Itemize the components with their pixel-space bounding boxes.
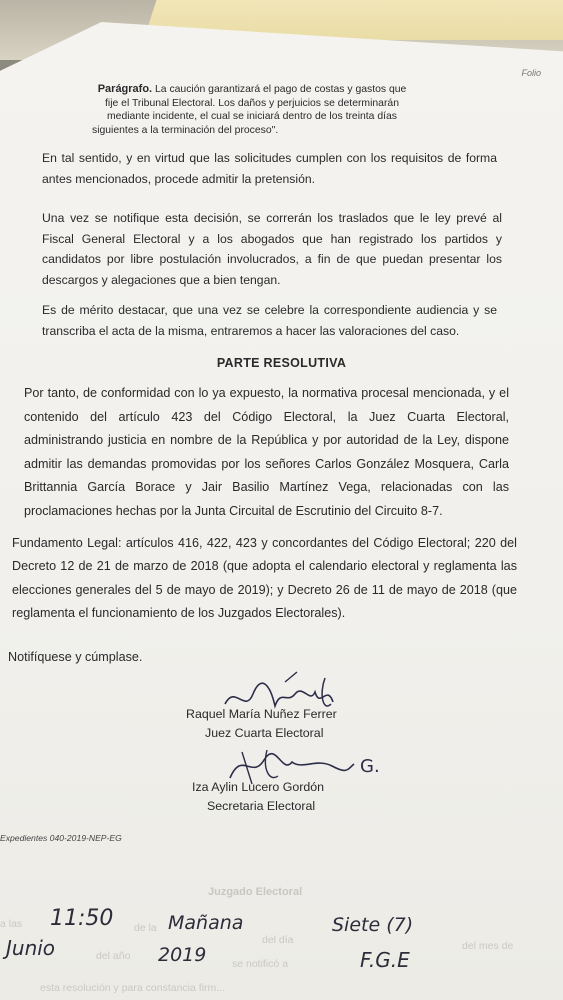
stamp-line-1-mid: de la [134, 922, 157, 934]
handwritten-month: Junio [6, 936, 56, 960]
judge-name: Raquel María Nuñez Ferrer [186, 707, 337, 721]
section-title: PARTE RESOLUTIVA [216, 356, 347, 370]
secretary-role: Secretaria Electoral [207, 799, 316, 813]
stamp-line-1-prefix: a las [0, 918, 23, 930]
handwritten-period: Mañana [168, 912, 244, 934]
svg-text:G.: G. [360, 756, 380, 777]
judge-role: Juez Cuarta Electoral [205, 726, 324, 740]
handwritten-day: Siete (7) [332, 914, 414, 936]
notify-line: Notifíquese y cúmplase. [8, 650, 143, 664]
stamp-title: Juzgado Electoral [208, 886, 303, 898]
stamp-line-2-post: se notificó a [232, 958, 289, 970]
paragraph-legal-basis: Fundamento Legal: artículos 416, 422, 423 y concordantes del Código Electoral; 220 del Decreto 12 de 21 de marzo de 2018 (que adopta el calendario electoral y reglamenta las elecciones generales del 5 de mayo de 2019); y Decreto 26 de 11 de mayo de 2018 (que reglamenta el funcionamiento de los Juzgados Electorales). [12, 536, 517, 621]
quote-text: La caución garantizará el pago de costas y gastos que fije el Tribunal Electoral. Los daños y perjuicios se determinarán mediante incidente, el cual se iniciará dentro de los treinta días siguientes a la terminación del proceso". [92, 84, 407, 136]
quote-label: Parágrafo. [97, 83, 153, 95]
handwritten-party: F.G.E [360, 948, 410, 972]
handwritten-year: 2019 [158, 944, 207, 966]
handwritten-time: 11:50 [50, 906, 114, 931]
stamp-line-2-mid: del año [96, 950, 131, 962]
secretary-name: Iza Aylin Lucero Gordón [192, 780, 325, 794]
stamp-line-1-post: del día [262, 934, 294, 946]
stamp-line-2-end: del mes de [462, 940, 514, 952]
paragraph-resolution: Por tanto, de conformidad con lo ya expuesto, la normativa procesal mencionada, y el contenido del artículo 423 del Código Electoral, la Juez Cuarta Electoral, administrando justicia en nombre de la República y por autoridad de la Ley, dispone admitir las demandas promovidas por los señores Carlos González Mosquera, Carla Brittannia García Borace y Jair Basilio Martínez Vega, relacionadas con las proclamaciones hechas por la Junta Circuital de Escrutinio del Circuito 8-7. [24, 386, 509, 518]
paragraph-requirements: En tal sentido, y en virtud que las solicitudes cumplen con los requisitos de forma antes mencionados, procede admitir la pretensión. [42, 151, 497, 186]
paragraph-hearing: Es de mérito destacar, que una vez se celebre la correspondiente audiencia y se transcriba el acta de la misma, entraremos a hacer las valoraciones del caso. [42, 303, 497, 338]
quoted-paragraph [92, 83, 412, 137]
page-mark: Folio [521, 68, 541, 78]
file-reference: Expedientes 040-2019-NEP-EG [0, 833, 122, 843]
stamp-line-3: esta resolución y para constancia firm... [40, 982, 226, 994]
paragraph-notification: Una vez se notifique esta decisión, se correrán los traslados que le ley prevé al Fiscal General Electoral y a los abogados que han registrado los partidos y candidatos por libre postulación involucrados, a fin de que puedan presentar los descargos y alegaciones que a bien tengan. [42, 211, 502, 287]
